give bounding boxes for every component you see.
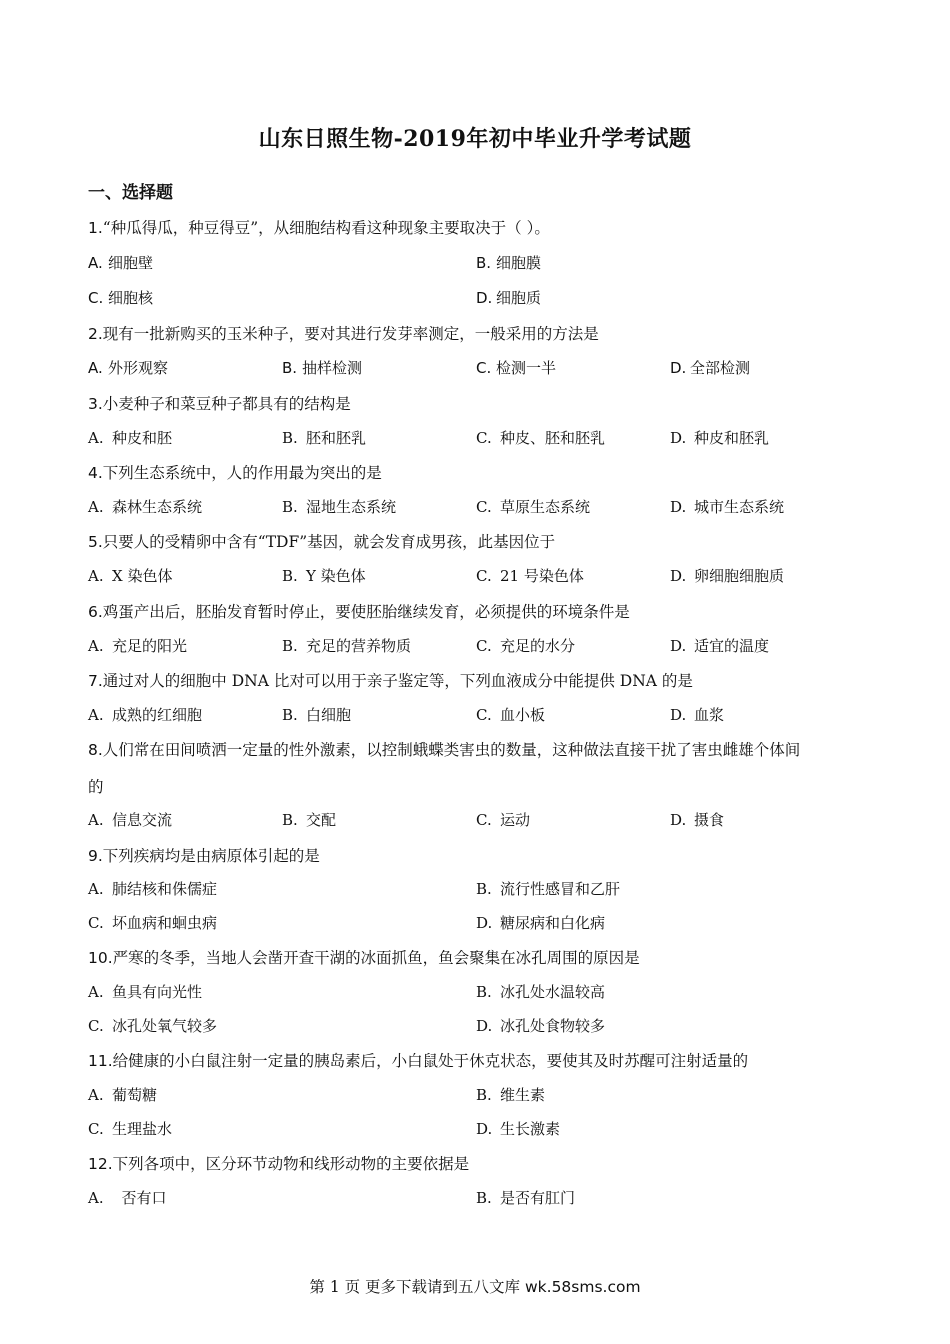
footer-link[interactable]: wk.58sms.com — [524, 1278, 641, 1296]
options-row — [0, 565, 950, 589]
option-a[interactable]: A. 葡萄糖 — [88, 1086, 158, 1104]
options-row — [0, 1118, 950, 1142]
options-row — [0, 1015, 950, 1039]
option-a[interactable]: A. 鱼具有向光性 — [88, 983, 203, 1001]
option-c[interactable]: C. 充足的水分 — [476, 637, 576, 655]
option-a[interactable]: A. X 染色体 — [88, 567, 173, 585]
options-row — [0, 912, 950, 936]
options-row — [0, 981, 950, 1005]
question-11: 11.给健康的小白鼠注射一定量的胰岛素后，小白鼠处于休克状态，要使其及时苏醒可注射适量的 — [88, 1052, 749, 1070]
options-row — [0, 496, 950, 520]
option-b[interactable]: B. 交配 — [282, 811, 337, 829]
option-c[interactable]: C. 血小板 — [476, 706, 546, 724]
option-c[interactable]: C. 草原生态系统 — [476, 498, 591, 516]
option-c[interactable]: C. 细胞核 — [88, 289, 154, 307]
question-7: 7.通过对人的细胞中 DNA 比对可以用于亲子鉴定等，下列血液成分中能提供 DNA 的是 — [88, 672, 693, 690]
option-b[interactable]: B. 湿地生态系统 — [282, 498, 397, 516]
option-d[interactable]: D. 种皮和胚乳 — [670, 429, 770, 447]
option-a[interactable]: A. 森林生态系统 — [88, 498, 203, 516]
page-title: 山东日照生物-2019年初中毕业升学考试题 — [258, 126, 692, 152]
question-2: 2.现有一批新购买的玉米种子，要对其进行发芽率测定，一般采用的方法是 — [88, 325, 599, 343]
option-c[interactable]: C. 运动 — [476, 811, 531, 829]
question-4: 4.下列生态系统中，人的作用最为突出的是 — [88, 464, 382, 482]
option-a[interactable]: A. 否有口 — [88, 1189, 167, 1207]
page-footer — [0, 1275, 950, 1297]
option-d[interactable]: D. 摄食 — [670, 811, 725, 829]
option-b[interactable]: B. 冰孔处水温较高 — [476, 983, 606, 1001]
options-row — [0, 252, 950, 276]
question-5: 5.只要人的受精卵中含有“TDF”基因，就会发育成男孩，此基因位于 — [88, 533, 556, 551]
option-b[interactable]: B. 抽样检测 — [282, 359, 363, 377]
options-row — [0, 427, 950, 451]
option-d[interactable]: D. 城市生态系统 — [670, 498, 785, 516]
option-d[interactable]: D. 糖尿病和白化病 — [476, 914, 606, 932]
options-row — [0, 878, 950, 902]
option-d[interactable]: D. 血浆 — [670, 706, 725, 724]
option-a[interactable]: A. 外形观察 — [88, 359, 169, 377]
option-d[interactable]: D. 生长激素 — [476, 1120, 561, 1138]
options-row — [0, 704, 950, 728]
question-9: 9.下列疾病均是由病原体引起的是 — [88, 847, 320, 865]
option-d[interactable]: D. 冰孔处食物较多 — [476, 1017, 606, 1035]
option-c[interactable]: C. 坏血病和蛔虫病 — [88, 914, 218, 932]
options-row — [0, 1084, 950, 1108]
question-6: 6.鸡蛋产出后，胚胎发育暂时停止，要使胚胎继续发育，必须提供的环境条件是 — [88, 603, 630, 621]
question-8: 8.人们常在田间喷洒一定量的性外激素，以控制蛾蝶类害虫的数量，这种做法直接干扰了害虫雌雄个体间 — [88, 741, 801, 759]
option-c[interactable]: C. 生理盐水 — [88, 1120, 173, 1138]
footer-text: 第 1 页 更多下载请到五八文库 — [309, 1278, 525, 1296]
option-b[interactable]: B. Y 染色体 — [282, 567, 366, 585]
option-a[interactable]: A. 肺结核和侏儒症 — [88, 880, 218, 898]
option-a[interactable]: A. 成熟的红细胞 — [88, 706, 203, 724]
option-c[interactable]: C. 冰孔处氧气较多 — [88, 1017, 218, 1035]
option-b[interactable]: B. 白细胞 — [282, 706, 352, 724]
options-row — [0, 635, 950, 659]
option-c[interactable]: C. 种皮、胚和胚乳 — [476, 429, 606, 447]
question-12: 12.下列各项中，区分环节动物和线形动物的主要依据是 — [88, 1155, 470, 1173]
options-row — [0, 809, 950, 833]
option-b[interactable]: B. 流行性感冒和乙肝 — [476, 880, 621, 898]
options-row — [0, 357, 950, 381]
options-row — [0, 287, 950, 311]
question-3: 3.小麦种子和菜豆种子都具有的结构是 — [88, 395, 351, 413]
option-c[interactable]: C. 21 号染色体 — [476, 567, 584, 585]
option-d[interactable]: D. 细胞质 — [476, 289, 542, 307]
option-c[interactable]: C. 检测一半 — [476, 359, 557, 377]
question-10: 10.严寒的冬季，当地人会凿开查干湖的冰面抓鱼，鱼会聚集在冰孔周围的原因是 — [88, 949, 640, 967]
question-8-continued: 的 — [88, 778, 104, 796]
options-row — [0, 1187, 950, 1211]
section-heading: 一、选择题 — [88, 183, 173, 203]
option-b[interactable]: B. 胚和胚乳 — [282, 429, 367, 447]
option-a[interactable]: A. 种皮和胚 — [88, 429, 173, 447]
option-b[interactable]: B. 细胞膜 — [476, 254, 542, 272]
option-a[interactable]: A. 细胞壁 — [88, 254, 154, 272]
option-d[interactable]: D. 全部检测 — [670, 359, 751, 377]
option-a[interactable]: A. 信息交流 — [88, 811, 173, 829]
option-b[interactable]: B. 充足的营养物质 — [282, 637, 412, 655]
option-d[interactable]: D. 卵细胞细胞质 — [670, 567, 785, 585]
option-b[interactable]: B. 是否有肛门 — [476, 1189, 576, 1207]
question-1: 1.“种瓜得瓜，种豆得豆”，从细胞结构看这种现象主要取决于（ ）。 — [88, 219, 550, 237]
option-a[interactable]: A. 充足的阳光 — [88, 637, 188, 655]
option-b[interactable]: B. 维生素 — [476, 1086, 546, 1104]
option-d[interactable]: D. 适宜的温度 — [670, 637, 770, 655]
